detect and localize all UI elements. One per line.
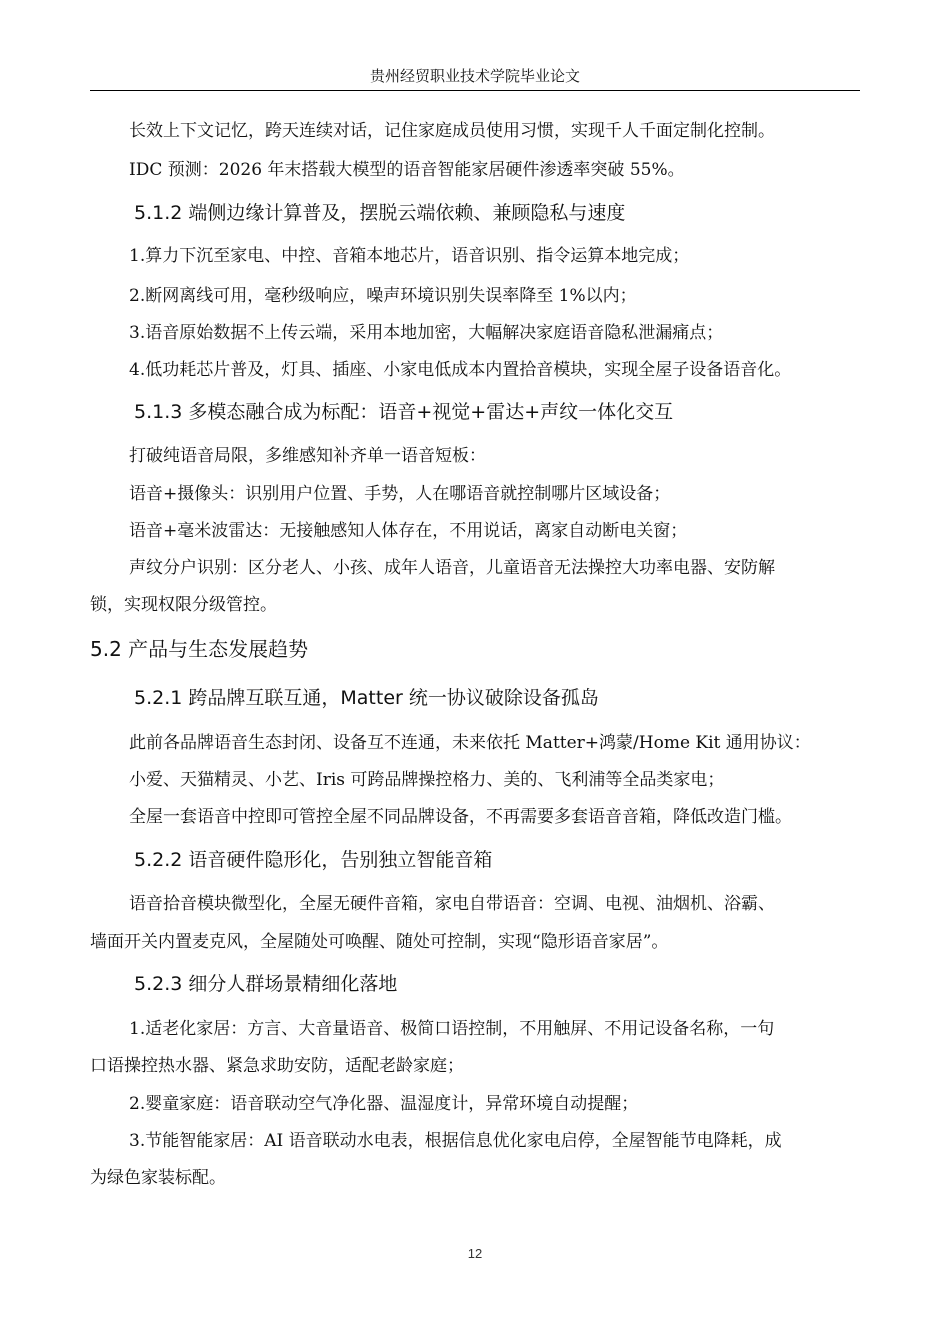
section-heading-5-2-1: 5.2.1 跨品牌互联互通，Matter 统一协议破除设备孤岛 (134, 687, 599, 709)
paragraph: 4.低功耗芯片普及，灯具、插座、小家电低成本内置拾音模块，实现全屋子设备语音化。 (129, 360, 792, 380)
running-header: 贵州经贸职业技术学院毕业论文 (369, 67, 580, 85)
section-heading-5-2-3: 5.2.3 细分人群场景精细化落地 (134, 973, 398, 995)
paragraph: 长效上下文记忆，跨天连续对话，记住家庭成员使用习惯，实现千人千面定制化控制。 (129, 121, 775, 141)
paragraph: 语音+毫米波雷达：无接触感知人体存在，不用说话，离家自动断电关窗； (129, 521, 688, 541)
paragraph: 此前各品牌语音生态封闭、设备互不连通，未来依托 Matter+鸿蒙/Home Kit 通用协议： (129, 733, 811, 753)
section-heading-5-1-2: 5.1.2 端侧边缘计算普及，摆脱云端依赖、兼顾隐私与速度 (134, 202, 626, 224)
paragraph: 2.断网离线可用，毫秒级响应，噪声环境识别失误率降至 1%以内； (129, 286, 637, 306)
paragraph: 1.算力下沉至家电、中控、音箱本地芯片，语音识别、指令运算本地完成； (129, 246, 690, 266)
paragraph: 小爱、天猫精灵、小艺、Iris 可跨品牌操控格力、美的、飞利浦等全品类家电； (129, 770, 725, 790)
paragraph: 全屋一套语音中控即可管控全屋不同品牌设备，不再需要多套语音音箱，降低改造门槛。 (129, 807, 792, 827)
paragraph-continued: 墙面开关内置麦克风，全屋随处可唤醒、随处可控制，实现“隐形语音家居”。 (90, 932, 669, 952)
paragraph: IDC 预测：2026 年末搭载大模型的语音智能家居硬件渗透率突破 55%。 (129, 160, 685, 180)
page-number: 12 (467, 1246, 483, 1261)
paragraph: 3.语音原始数据不上传云端，采用本地加密，大幅解决家庭语音隐私泄漏痛点； (129, 323, 724, 343)
paragraph: 声纹分户识别：区分老人、小孩、成年人语音，儿童语音无法操控大功率电器、安防解 (129, 558, 775, 578)
paragraph-continued: 锁，实现权限分级管控。 (90, 595, 277, 615)
header-rule (90, 90, 860, 91)
paragraph-continued: 为绿色家装标配。 (90, 1168, 226, 1188)
section-heading-5-2-2: 5.2.2 语音硬件隐形化，告别独立智能音箱 (134, 849, 493, 871)
paragraph-continued: 口语操控热水器、紧急求助安防，适配老龄家庭； (90, 1056, 464, 1076)
section-heading-5-2: 5.2 产品与生态发展趋势 (90, 637, 309, 661)
section-heading-5-1-3: 5.1.3 多模态融合成为标配：语音+视觉+雷达+声纹一体化交互 (134, 401, 674, 423)
paragraph: 打破纯语音局限，多维感知补齐单一语音短板： (129, 446, 486, 466)
paragraph: 3.节能智能家居：AI 语音联动水电表，根据信息优化家电启停，全屋智能节电降耗，成 (129, 1131, 782, 1151)
paragraph: 语音+摄像头：识别用户位置、手势，人在哪语音就控制哪片区域设备； (129, 484, 671, 504)
paragraph: 2.婴童家庭：语音联动空气净化器、温湿度计，异常环境自动提醒； (129, 1094, 639, 1114)
paragraph: 语音拾音模块微型化，全屋无硬件音箱，家电自带语音：空调、电视、油烟机、浴霸、 (129, 894, 775, 914)
paragraph: 1.适老化家居：方言、大音量语音、极简口语控制，不用触屏、不用记设备名称，一句 (129, 1019, 775, 1039)
